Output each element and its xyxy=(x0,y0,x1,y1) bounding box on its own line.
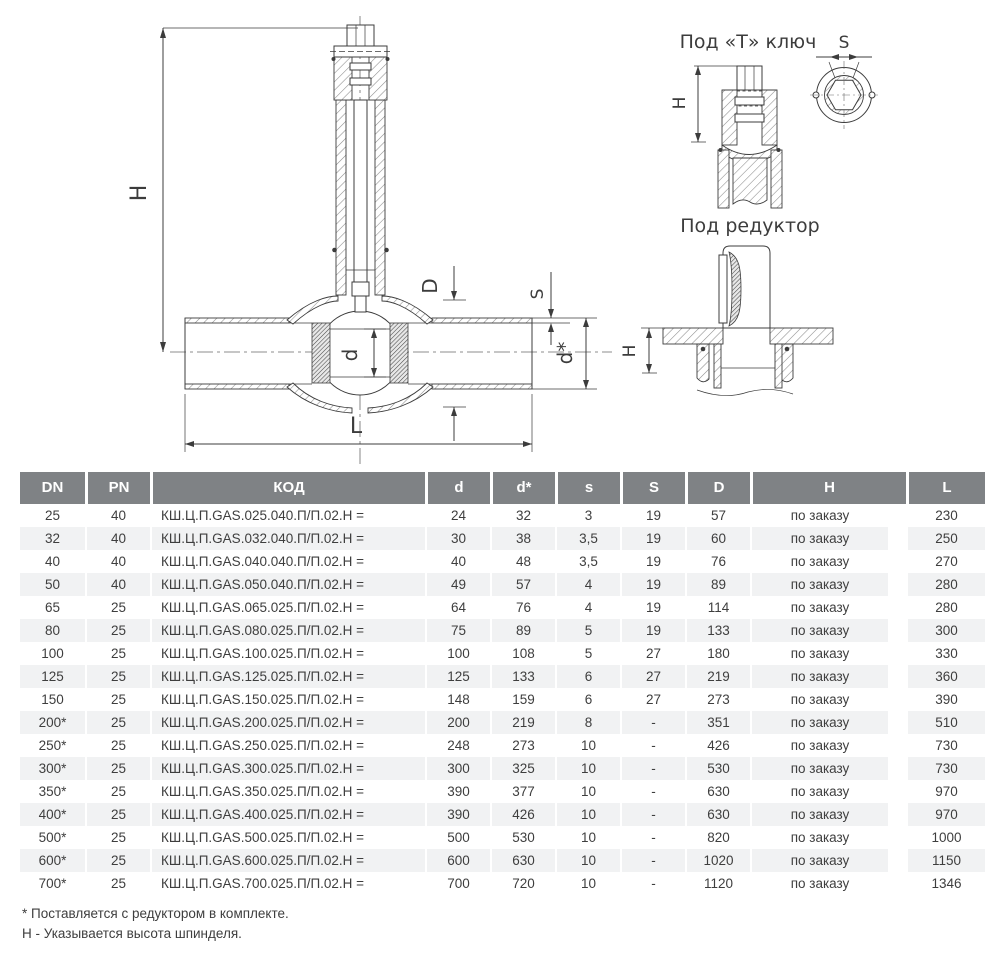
table-cell: 19 xyxy=(620,596,685,619)
table-cell: 10 xyxy=(555,734,620,757)
table-cell: по заказу xyxy=(750,619,906,642)
table-cell: 25 xyxy=(85,596,150,619)
table-cell: 630 xyxy=(490,849,555,872)
table-cell: 300 xyxy=(425,757,490,780)
table-cell: - xyxy=(620,757,685,780)
table-cell: 25 xyxy=(44,508,61,523)
table-cell: 390 xyxy=(425,803,490,826)
table-row xyxy=(20,734,985,757)
table-cell: КШ.Ц.П.GAS.040.040.П/П.02.Н = xyxy=(150,550,425,573)
table-row xyxy=(20,826,985,849)
table-cell: 10 xyxy=(555,803,620,826)
table-cell: КШ.Ц.П.GAS.600.025.П/П.02.Н = xyxy=(150,849,425,872)
table-cell: 351 xyxy=(685,711,750,734)
reducer-dim-h: H xyxy=(620,344,640,358)
table-cell: 390 xyxy=(425,780,490,803)
table-cell: 273 xyxy=(490,734,555,757)
table-cell: 89 xyxy=(685,573,750,596)
table-cell: по заказу xyxy=(750,665,906,688)
table-cell: 25 xyxy=(85,665,150,688)
table-cell: 330 xyxy=(906,642,985,665)
column-header: d xyxy=(425,472,490,504)
table-row xyxy=(20,504,985,527)
column-header: DN xyxy=(20,472,85,504)
table-cell: по заказу xyxy=(750,826,906,849)
table-cell: 820 xyxy=(685,826,750,849)
table-cell: 6 xyxy=(555,688,620,711)
table-body xyxy=(20,504,985,895)
table-cell: 8 xyxy=(555,711,620,734)
table-cell: 510 xyxy=(906,711,985,734)
table-cell: 700* xyxy=(38,876,67,891)
table-cell: 49 xyxy=(425,573,490,596)
table-cell: 530 xyxy=(685,757,750,780)
table-cell: по заказу xyxy=(750,642,906,665)
table-cell: КШ.Ц.П.GAS.350.025.П/П.02.Н = xyxy=(150,780,425,803)
table-cell: по заказу xyxy=(750,504,906,527)
column-header: s xyxy=(555,472,620,504)
table-row xyxy=(20,642,985,665)
table-cell: 630 xyxy=(685,780,750,803)
table-cell: 57 xyxy=(685,504,750,527)
table-cell: 300* xyxy=(20,757,85,780)
table-cell: КШ.Ц.П.GAS.125.025.П/П.02.Н = xyxy=(150,665,425,688)
table-cell: по заказу xyxy=(750,527,906,550)
t-key-dim-s: S xyxy=(838,33,850,53)
table-header-row xyxy=(20,472,985,504)
table-cell: 273 xyxy=(685,688,750,711)
table-cell: 27 xyxy=(620,642,685,665)
table-cell: 325 xyxy=(490,757,555,780)
table-cell: 57 xyxy=(490,573,555,596)
t-key-drawing xyxy=(670,31,878,208)
table-cell: 377 xyxy=(490,780,555,803)
table-cell: 80 xyxy=(20,619,85,642)
table-cell: 40 xyxy=(44,554,61,569)
t-key-title: Под «Т» ключ xyxy=(679,31,817,53)
table-cell: 114 xyxy=(685,596,750,619)
technical-drawing xyxy=(0,0,1000,470)
table-cell: 25 xyxy=(85,826,150,849)
table-cell: 270 xyxy=(906,550,985,573)
table-cell: 27 xyxy=(620,688,685,711)
dim-label-h: H xyxy=(127,184,152,202)
table-cell: по заказу xyxy=(750,803,906,826)
table-row xyxy=(20,573,985,596)
table-cell: 10 xyxy=(555,826,620,849)
table-cell: 700 xyxy=(425,872,490,895)
table-cell: 10 xyxy=(555,780,620,803)
table-cell: 159 xyxy=(490,688,555,711)
table-cell: 19 xyxy=(620,527,685,550)
reducer-title: Под редуктор xyxy=(680,215,820,237)
reducer-drawing xyxy=(620,215,833,396)
table-cell: 133 xyxy=(490,665,555,688)
table-cell: 180 xyxy=(685,642,750,665)
table-cell: 25 xyxy=(85,757,150,780)
table-cell: 27 xyxy=(620,665,685,688)
table-cell: 150 xyxy=(41,692,64,707)
table-cell: по заказу xyxy=(750,780,906,803)
table-row xyxy=(20,665,985,688)
table-cell: 730 xyxy=(906,757,985,780)
table-cell: 500* xyxy=(38,830,67,845)
table-row xyxy=(20,757,985,780)
table-cell: 600 xyxy=(425,849,490,872)
table-cell: 248 xyxy=(425,734,490,757)
table-cell: 148 xyxy=(425,688,490,711)
table-cell: 426 xyxy=(490,803,555,826)
table-cell: 125 xyxy=(20,665,85,688)
table-cell: 40 xyxy=(85,504,150,527)
table-cell: 730 xyxy=(906,734,985,757)
table-cell: по заказу xyxy=(750,550,906,573)
table-cell: - xyxy=(620,803,685,826)
table-cell: 40 xyxy=(85,527,150,550)
table-row xyxy=(20,849,985,872)
table-cell: 1020 xyxy=(685,849,750,872)
table-row xyxy=(20,711,985,734)
table-cell: 219 xyxy=(490,711,555,734)
table-cell: 40 xyxy=(425,550,490,573)
column-header: S xyxy=(620,472,685,504)
table-cell: по заказу xyxy=(750,849,906,872)
table-cell: 89 xyxy=(490,619,555,642)
table-cell: 400* xyxy=(20,803,85,826)
table-cell: 25 xyxy=(85,642,150,665)
table-cell: 38 xyxy=(490,527,555,550)
table-cell: КШ.Ц.П.GAS.080.025.П/П.02.Н = xyxy=(150,619,425,642)
footnote-reducer: * Поставляется с редуктором в комплекте. xyxy=(22,906,289,921)
table-cell: 32 xyxy=(20,527,85,550)
table-cell: 350* xyxy=(38,784,67,799)
table-cell: КШ.Ц.П.GAS.100.025.П/П.02.Н = xyxy=(150,642,425,665)
table-cell: 5 xyxy=(555,642,620,665)
table-cell: по заказу xyxy=(750,757,906,780)
table-cell: 230 xyxy=(906,504,985,527)
table-cell: 100 xyxy=(41,646,64,661)
table-cell: - xyxy=(620,711,685,734)
column-header: H xyxy=(750,472,906,504)
main-valve-drawing xyxy=(127,16,612,466)
table-cell: 280 xyxy=(906,596,985,619)
table-cell: 200* xyxy=(20,711,85,734)
table-cell: по заказу xyxy=(750,734,906,757)
table-cell: 1150 xyxy=(906,849,985,872)
table-cell: 1000 xyxy=(906,826,985,849)
column-header: PN xyxy=(85,472,150,504)
table-cell: 10 xyxy=(555,757,620,780)
table-cell: 19 xyxy=(620,504,685,527)
column-header: D xyxy=(685,472,750,504)
table-cell: 200 xyxy=(425,711,490,734)
table-cell: - xyxy=(620,734,685,757)
table-cell: по заказу xyxy=(750,688,906,711)
table-cell: 24 xyxy=(425,504,490,527)
table-cell: 40 xyxy=(85,573,150,596)
table-cell: - xyxy=(620,872,685,895)
table-cell: 50 xyxy=(20,573,85,596)
column-header: КОД xyxy=(150,472,425,504)
table-cell: 970 xyxy=(906,803,985,826)
footnote-spindle: Н - Указывается высота шпинделя. xyxy=(22,926,242,941)
table-cell: 100 xyxy=(425,642,490,665)
column-header: L xyxy=(906,472,985,504)
table-cell: 64 xyxy=(425,596,490,619)
table-row xyxy=(20,619,985,642)
table-cell: 600* xyxy=(20,849,85,872)
table-cell: 19 xyxy=(620,619,685,642)
table-cell: 10 xyxy=(555,849,620,872)
table-cell: 3,5 xyxy=(555,550,620,573)
dim-label-d-bore: d xyxy=(338,348,362,362)
table-cell: - xyxy=(620,849,685,872)
table-cell: 5 xyxy=(555,619,620,642)
table-cell: КШ.Ц.П.GAS.500.025.П/П.02.Н = xyxy=(150,826,425,849)
table-cell: 25 xyxy=(85,849,150,872)
table-cell: КШ.Ц.П.GAS.300.025.П/П.02.Н = xyxy=(150,757,425,780)
table-cell: 30 xyxy=(425,527,490,550)
table-cell: 1120 xyxy=(685,872,750,895)
table-cell: КШ.Ц.П.GAS.032.040.П/П.02.Н = xyxy=(150,527,425,550)
table-cell: 4 xyxy=(555,573,620,596)
table-cell: 25 xyxy=(85,619,150,642)
table-cell: КШ.Ц.П.GAS.150.025.П/П.02.Н = xyxy=(150,688,425,711)
table-cell: КШ.Ц.П.GAS.250.025.П/П.02.Н = xyxy=(150,734,425,757)
table-cell: КШ.Ц.П.GAS.200.025.П/П.02.Н = xyxy=(150,711,425,734)
table-cell: 630 xyxy=(685,803,750,826)
table-cell: 25 xyxy=(85,780,150,803)
table-row xyxy=(20,688,985,711)
table-cell: - xyxy=(620,780,685,803)
table-cell: 19 xyxy=(620,550,685,573)
table-cell: 40 xyxy=(85,550,150,573)
table-cell: по заказу xyxy=(750,711,906,734)
table-cell: 125 xyxy=(425,665,490,688)
column-header: d* xyxy=(490,472,555,504)
table-cell: КШ.Ц.П.GAS.050.040.П/П.02.Н = xyxy=(150,573,425,596)
dim-label-l: L xyxy=(349,414,363,439)
table-cell: 60 xyxy=(685,527,750,550)
table-row xyxy=(20,803,985,826)
table-row xyxy=(20,527,985,550)
table-cell: 219 xyxy=(685,665,750,688)
table-row xyxy=(20,872,985,895)
table-cell: КШ.Ц.П.GAS.065.025.П/П.02.Н = xyxy=(150,596,425,619)
table-cell: 500 xyxy=(425,826,490,849)
table-cell: 3 xyxy=(555,504,620,527)
table-cell: 4 xyxy=(555,596,620,619)
table-cell: 48 xyxy=(490,550,555,573)
table-cell: КШ.Ц.П.GAS.025.040.П/П.02.Н = xyxy=(150,504,425,527)
table-cell: КШ.Ц.П.GAS.400.025.П/П.02.Н = xyxy=(150,803,425,826)
table-cell: 10 xyxy=(555,872,620,895)
table-cell: 25 xyxy=(85,734,150,757)
table-row xyxy=(20,550,985,573)
table-cell: 25 xyxy=(85,711,150,734)
t-key-dim-h: H xyxy=(670,96,690,110)
table-cell: - xyxy=(620,826,685,849)
table-cell: по заказу xyxy=(750,872,906,895)
table-cell: 76 xyxy=(685,550,750,573)
table-cell: 1346 xyxy=(906,872,985,895)
table-cell: 25 xyxy=(85,803,150,826)
table-cell: КШ.Ц.П.GAS.700.025.П/П.02.Н = xyxy=(150,872,425,895)
dimensions-table xyxy=(20,472,985,895)
table-cell: 530 xyxy=(490,826,555,849)
table-cell: 65 xyxy=(44,600,61,615)
table-cell: 720 xyxy=(490,872,555,895)
table-cell: 25 xyxy=(85,688,150,711)
table-cell: по заказу xyxy=(750,573,906,596)
table-cell: 300 xyxy=(906,619,985,642)
table-cell: 6 xyxy=(555,665,620,688)
table-cell: 250 xyxy=(906,527,985,550)
dim-label-d-star: d* xyxy=(553,341,577,365)
table-cell: 108 xyxy=(490,642,555,665)
table-cell: 133 xyxy=(685,619,750,642)
table-row xyxy=(20,780,985,803)
dim-label-s-wall: S xyxy=(528,288,548,300)
table-cell: 360 xyxy=(906,665,985,688)
table-cell: 76 xyxy=(490,596,555,619)
table-cell: по заказу xyxy=(750,596,906,619)
table-cell: 3,5 xyxy=(555,527,620,550)
table-cell: 426 xyxy=(685,734,750,757)
table-cell: 250* xyxy=(38,738,67,753)
table-cell: 390 xyxy=(906,688,985,711)
dim-label-d-body: D xyxy=(418,278,442,294)
table-cell: 19 xyxy=(620,573,685,596)
table-cell: 25 xyxy=(85,872,150,895)
table-cell: 32 xyxy=(490,504,555,527)
table-row xyxy=(20,596,985,619)
table-cell: 280 xyxy=(906,573,985,596)
table-cell: 970 xyxy=(906,780,985,803)
table-cell: 75 xyxy=(425,619,490,642)
